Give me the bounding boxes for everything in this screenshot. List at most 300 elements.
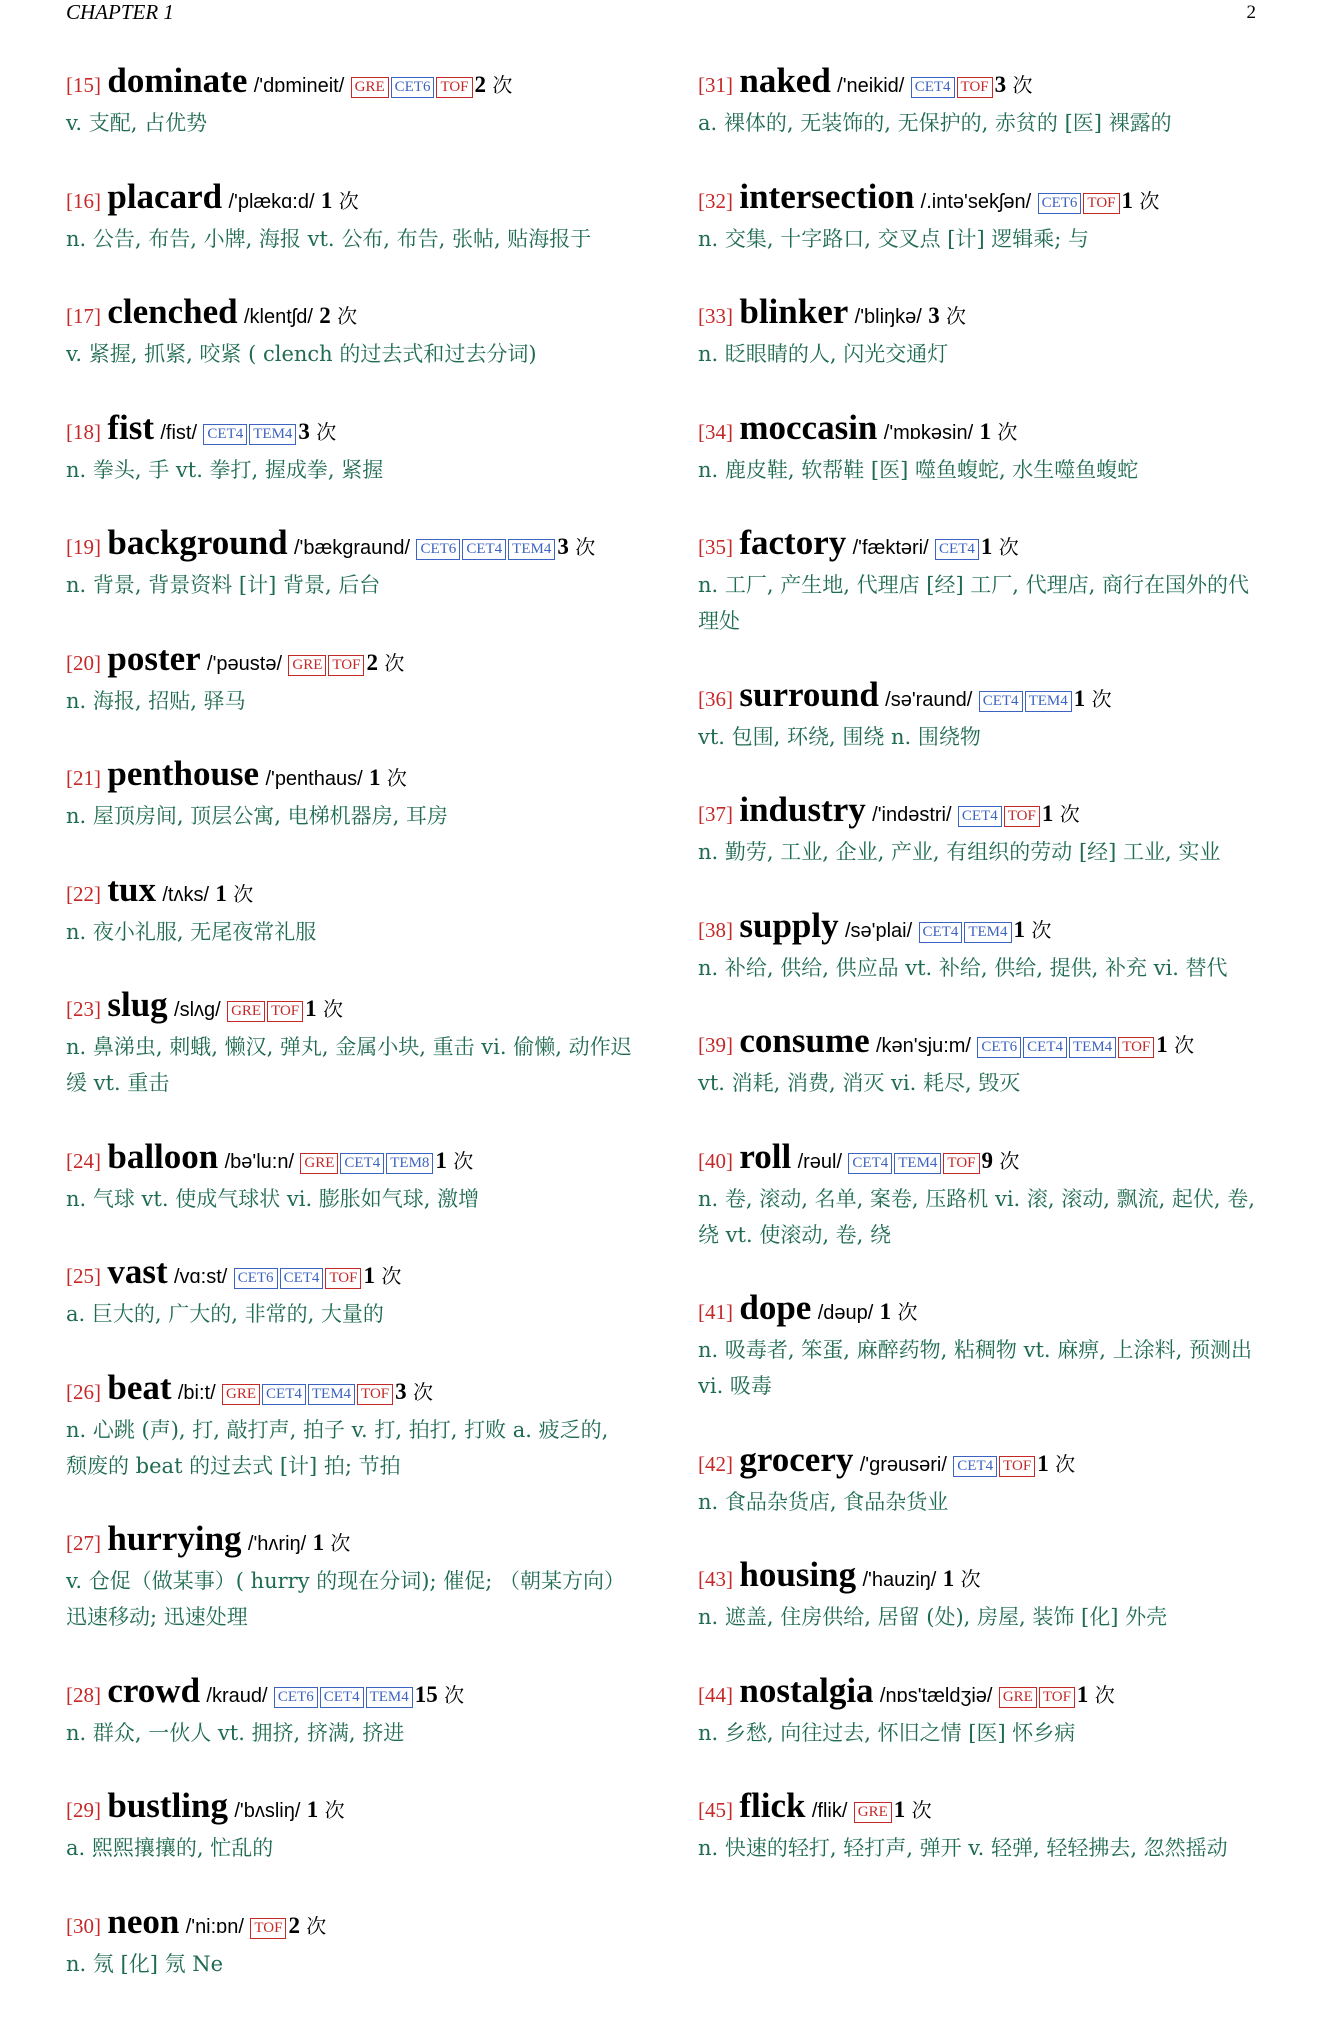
count-suffix: 次 <box>386 766 407 790</box>
occurrence-count: 1 <box>979 418 992 444</box>
count-suffix: 次 <box>381 1264 402 1288</box>
exam-tag-tof: TOF <box>1118 1037 1154 1058</box>
entry-number: [18] <box>66 419 101 444</box>
exam-tag-tof: TOF <box>957 77 993 98</box>
count-suffix: 次 <box>998 535 1019 559</box>
exam-tag-tof: TOF <box>943 1153 979 1174</box>
occurrence-count: 2 <box>474 72 487 97</box>
occurrence-count: 1 <box>1076 1681 1089 1707</box>
headword: penthouse <box>107 754 260 793</box>
exam-tag-cet4: CET4 <box>1023 1037 1067 1058</box>
vocab-entry <box>698 1672 1265 1751</box>
phonetic: /'bʌsliŋ/ <box>234 1800 301 1822</box>
entry-head <box>698 1556 1265 1599</box>
definition: n. 背景, 背景资料 [计] 背景, 后台 <box>66 573 381 597</box>
entry-number: [29] <box>66 1798 101 1822</box>
phonetic: /'penthaus/ <box>265 768 363 790</box>
occurrence-count: 1 <box>879 1299 892 1324</box>
entry-head <box>66 1903 633 1946</box>
phonetic: /'mɒkəsin/ <box>883 421 974 444</box>
entry-head <box>698 1138 1265 1181</box>
definition: n. 气球 vt. 使成气球状 vi. 膨胀如气球, 激增 <box>66 1186 480 1211</box>
exam-tag-tof: TOF <box>267 1001 303 1022</box>
exam-tag-tem4: TEM4 <box>308 1384 355 1405</box>
headword: nostalgia <box>739 1670 874 1710</box>
count-suffix: 次 <box>492 73 513 97</box>
entry-head <box>698 62 1265 105</box>
definition: n. 海报, 招贴, 驿马 <box>66 688 246 713</box>
vocab-entry <box>66 871 633 950</box>
exam-tag-tof: TOF <box>436 77 472 98</box>
occurrence-count: 1 <box>1121 187 1133 213</box>
exam-tag-cet4: CET4 <box>320 1687 364 1708</box>
count-suffix: 次 <box>337 304 358 328</box>
definition: a. 熙熙攘攘的, 忙乱的 <box>66 1836 274 1860</box>
count-suffix: 次 <box>306 1913 327 1938</box>
count-suffix: 次 <box>1055 1451 1076 1476</box>
definition: v. 支配, 占优势 <box>66 111 208 135</box>
exam-tag-gre: GRE <box>999 1687 1037 1708</box>
entry-head <box>698 524 1265 567</box>
vocab-entry <box>698 676 1265 755</box>
vocab-entry <box>698 1787 1265 1866</box>
definition: n. 拳头, 手 vt. 拳打, 握成拳, 紧握 <box>66 457 384 482</box>
entry-head <box>66 1369 633 1412</box>
headword: grocery <box>739 1439 854 1479</box>
vocab-entry <box>698 1289 1265 1404</box>
count-suffix: 次 <box>1031 917 1052 942</box>
phonetic: /vɑ:st/ <box>174 1266 228 1288</box>
occurrence-count: 15 <box>414 1681 438 1707</box>
vocab-entry <box>66 178 633 257</box>
headword: housing <box>739 1555 857 1594</box>
exam-tag-cet4: CET4 <box>979 691 1023 712</box>
count-suffix: 次 <box>233 881 254 906</box>
exam-tag-tof: TOF <box>357 1384 393 1405</box>
definition: vt. 消耗, 消费, 消灭 vi. 耗尽, 毁灭 <box>698 1071 1021 1095</box>
occurrence-count: 3 <box>928 303 940 328</box>
count-suffix: 次 <box>453 1148 474 1173</box>
entry-head <box>698 178 1265 221</box>
definition: n. 乡愁, 向往过去, 怀旧之情 [医] 怀乡病 <box>698 1720 1076 1745</box>
exam-tag-cet4: CET4 <box>340 1153 384 1174</box>
phonetic: /'plækɑ:d/ <box>228 190 315 213</box>
exam-tag-tof: TOF <box>1083 193 1119 214</box>
exam-tag-tem4: TEM4 <box>508 539 555 560</box>
vocab-entry <box>66 409 633 488</box>
count-suffix: 次 <box>316 419 337 444</box>
entry-head <box>66 640 633 683</box>
count-suffix: 次 <box>911 1798 932 1822</box>
vocab-entry <box>66 1520 633 1635</box>
count-suffix: 次 <box>412 1379 433 1404</box>
count-suffix: 次 <box>1012 73 1033 97</box>
definition: n. 鹿皮鞋, 软帮鞋 [医] 噬鱼蝮蛇, 水生噬鱼蝮蛇 <box>698 457 1139 482</box>
exam-tag-tem4: TEM4 <box>249 424 296 445</box>
headword: fist <box>107 407 155 447</box>
entry-head <box>698 907 1265 950</box>
entry-head <box>66 986 633 1029</box>
exam-tag-tof: TOF <box>250 1918 286 1939</box>
occurrence-count: 1 <box>1013 916 1026 942</box>
exam-tag-gre: GRE <box>351 77 389 98</box>
vocab-entry <box>698 1441 1265 1520</box>
occurrence-count: 1 <box>312 1530 325 1555</box>
count-suffix: 次 <box>1174 1033 1195 1057</box>
headword: bustling <box>107 1786 228 1825</box>
exam-tag-cet4: CET4 <box>280 1268 324 1289</box>
entry-number: [40] <box>698 1148 733 1173</box>
entry-number: [28] <box>66 1682 101 1707</box>
vocab-entry <box>66 755 633 834</box>
count-suffix: 次 <box>946 304 967 328</box>
definition: n. 快速的轻打, 轻打声, 弹开 v. 轻弹, 轻轻拂去, 忽然摇动 <box>698 1836 1228 1860</box>
definition: n. 补给, 供给, 供应品 vt. 补给, 供给, 提供, 补充 vi. 替代 <box>698 955 1228 980</box>
entry-head <box>698 1289 1265 1332</box>
entry-number: [24] <box>66 1148 101 1173</box>
exam-tag-gre: GRE <box>300 1153 338 1174</box>
entry-number: [38] <box>698 917 733 942</box>
occurrence-count: 3 <box>395 1378 407 1404</box>
headword: factory <box>739 523 847 562</box>
entry-head <box>66 871 633 914</box>
entry-number: [37] <box>698 802 733 826</box>
definition: n. 遮盖, 住房供给, 居留 (处), 房屋, 装饰 [化] 外壳 <box>698 1605 1168 1629</box>
definition: n. 工厂, 产生地, 代理店 [经] 工厂, 代理店, 商行在国外的代理处 <box>698 573 1250 633</box>
count-suffix: 次 <box>384 650 405 675</box>
count-suffix: 次 <box>1059 802 1080 826</box>
vocab-entry <box>698 1138 1265 1253</box>
phonetic: /flik/ <box>811 1800 848 1822</box>
vocab-entry <box>698 1556 1265 1635</box>
count-suffix: 次 <box>897 1300 918 1324</box>
headword: consume <box>739 1021 870 1060</box>
definition: n. 卷, 滚动, 名单, 案卷, 压路机 vi. 滚, 滚动, 飘流, 起伏, 卷, 绕 vt. 使滚动, 卷, 绕 <box>698 1186 1255 1247</box>
exam-tag-cet4: CET4 <box>262 1384 306 1405</box>
entry-number: [26] <box>66 1379 101 1404</box>
vocab-entry <box>698 791 1265 870</box>
headword: flick <box>739 1786 806 1825</box>
count-suffix: 次 <box>324 1798 345 1822</box>
entry-head <box>698 409 1265 452</box>
phonetic: /'bliŋkə/ <box>854 306 922 328</box>
exam-tag-cet6: CET6 <box>1038 193 1082 214</box>
exam-tag-tof: TOF <box>325 1268 361 1289</box>
vocab-entry <box>66 62 633 141</box>
entry-head <box>698 293 1265 336</box>
entry-number: [32] <box>698 188 733 213</box>
vocab-entry <box>698 293 1265 372</box>
entry-head <box>66 1253 633 1296</box>
headword: industry <box>739 790 866 829</box>
headword: background <box>107 523 288 562</box>
phonetic: /'fæktəri/ <box>852 537 929 559</box>
occurrence-count: 3 <box>994 72 1007 97</box>
entry-number: [35] <box>698 535 733 559</box>
entry-head <box>698 1022 1265 1065</box>
phonetic: /sə'plai/ <box>844 919 913 942</box>
definition: n. 公告, 布告, 小牌, 海报 vt. 公布, 布告, 张帖, 贴海报于 <box>66 226 592 251</box>
headword: moccasin <box>739 407 878 447</box>
vocab-entry <box>66 1787 633 1866</box>
entry-number: [15] <box>66 73 101 97</box>
entry-number: [25] <box>66 1264 101 1288</box>
vocab-entry <box>66 1903 633 1982</box>
phonetic: /'ni:ɒn/ <box>185 1915 244 1938</box>
phonetic: /'hʌriŋ/ <box>247 1533 307 1555</box>
vocab-entry <box>66 986 633 1101</box>
count-suffix: 次 <box>1094 1682 1115 1707</box>
entry-number: [45] <box>698 1798 733 1822</box>
entry-head <box>66 1672 633 1715</box>
exam-tag-gre: GRE <box>854 1802 892 1823</box>
vocab-entry <box>698 409 1265 488</box>
exam-tag-cet6: CET6 <box>274 1687 318 1708</box>
exam-tag-cet6: CET6 <box>234 1268 278 1289</box>
phonetic: /'indəstri/ <box>872 804 952 826</box>
vocab-entry <box>698 62 1265 141</box>
count-suffix: 次 <box>338 188 359 213</box>
vocab-entry <box>66 1672 633 1751</box>
entry-number: [36] <box>698 686 733 711</box>
phonetic: /kraud/ <box>206 1684 268 1707</box>
headword: tux <box>107 869 156 909</box>
count-suffix: 次 <box>330 1531 351 1555</box>
vocab-entry <box>66 1253 633 1332</box>
headword: supply <box>739 905 839 945</box>
headword: balloon <box>107 1136 219 1176</box>
definition: n. 勤劳, 工业, 企业, 产业, 有组织的劳动 [经] 工业, 实业 <box>698 840 1221 864</box>
entry-number: [27] <box>66 1531 101 1555</box>
occurrence-count: 2 <box>288 1912 300 1938</box>
definition: n. 鼻涕虫, 刺蛾, 懒汉, 弹丸, 金属小块, 重击 vi. 偷懒, 动作迟缓 vt. 重击 <box>66 1035 632 1095</box>
exam-tag-tem4: TEM4 <box>1025 691 1072 712</box>
occurrence-count: 1 <box>942 1566 955 1591</box>
phonetic: /.intə'sekʃən/ <box>920 190 1032 213</box>
exam-tag-tem4: TEM4 <box>894 1153 941 1174</box>
phonetic: /kən'sju:m/ <box>876 1035 971 1057</box>
phonetic: /slʌg/ <box>174 999 221 1021</box>
exam-tag-tem4: TEM4 <box>366 1687 413 1708</box>
entry-head <box>66 293 633 336</box>
vocab-entry <box>66 524 633 603</box>
definition: n. 交集, 十字路口, 交叉点 [计] 逻辑乘; 与 <box>698 226 1090 251</box>
occurrence-count: 1 <box>1037 1450 1049 1476</box>
entry-number: [41] <box>698 1300 733 1324</box>
entry-head <box>698 1787 1265 1830</box>
entry-head <box>698 676 1265 719</box>
headword: dominate <box>107 61 248 100</box>
entry-head <box>698 791 1265 834</box>
exam-tag-tof: TOF <box>328 655 364 676</box>
entry-number: [16] <box>66 188 101 213</box>
headword: clenched <box>107 292 238 331</box>
entry-number: [44] <box>698 1682 733 1707</box>
phonetic: /'pəustə/ <box>207 652 283 675</box>
definition: n. 心跳 (声), 打, 敲打声, 拍子 v. 打, 拍打, 打败 a. 疲乏的, 颓废的 beat 的过去式 [计] 拍; 节拍 <box>66 1417 609 1478</box>
occurrence-count: 1 <box>893 1797 906 1822</box>
definition: n. 群众, 一伙人 vt. 拥挤, 挤满, 挤进 <box>66 1720 405 1745</box>
occurrence-count: 1 <box>305 996 317 1021</box>
exam-tag-cet4: CET4 <box>911 77 955 98</box>
phonetic: /fist/ <box>160 421 198 444</box>
occurrence-count: 1 <box>320 187 333 213</box>
headword: poster <box>107 638 201 678</box>
definition: n. 眨眼睛的人, 闪光交通灯 <box>698 342 949 366</box>
occurrence-count: 1 <box>980 534 993 559</box>
occurrence-count: 1 <box>1041 801 1054 826</box>
entry-head <box>698 1672 1265 1715</box>
definition: vt. 包围, 环绕, 围绕 n. 围绕物 <box>698 724 981 749</box>
definition: n. 食品杂货店, 食品杂货业 <box>698 1489 949 1514</box>
entry-number: [22] <box>66 881 101 906</box>
exam-tag-tof: TOF <box>999 1456 1035 1477</box>
page-header <box>66 0 1256 26</box>
exam-tag-cet6: CET6 <box>416 539 460 560</box>
exam-tag-tem4: TEM4 <box>1069 1037 1116 1058</box>
phonetic: /dəup/ <box>817 1302 874 1324</box>
phonetic: /bə'lu:n/ <box>224 1150 295 1173</box>
phonetic: /'neikid/ <box>837 75 905 97</box>
definition: n. 屋顶房间, 顶层公寓, 电梯机器房, 耳房 <box>66 804 448 828</box>
exam-tag-cet4: CET4 <box>953 1456 997 1477</box>
phonetic: /bi:t/ <box>177 1381 216 1404</box>
headword: hurrying <box>107 1519 242 1558</box>
occurrence-count: 1 <box>435 1147 447 1173</box>
entry-number: [19] <box>66 535 101 559</box>
phonetic: /rəul/ <box>797 1150 843 1173</box>
entry-number: [31] <box>698 73 733 97</box>
entry-head <box>66 1787 633 1830</box>
vocab-entry <box>698 1022 1265 1101</box>
occurrence-count: 2 <box>319 303 331 328</box>
entry-number: [17] <box>66 304 101 328</box>
entry-number: [30] <box>66 1913 101 1938</box>
entry-number: [39] <box>698 1033 733 1057</box>
count-suffix: 次 <box>1091 686 1112 711</box>
entry-number: [33] <box>698 304 733 328</box>
definition: a. 巨大的, 广大的, 非常的, 大量的 <box>66 1302 384 1326</box>
right-column <box>698 62 1265 1903</box>
occurrence-count: 1 <box>215 880 227 906</box>
headword: naked <box>739 61 831 100</box>
exam-tag-tem4: TEM4 <box>964 922 1011 943</box>
exam-tag-cet4: CET4 <box>958 806 1002 827</box>
occurrence-count: 2 <box>366 649 378 675</box>
count-suffix: 次 <box>575 535 596 559</box>
exam-tag-gre: GRE <box>222 1384 260 1405</box>
entry-number: [21] <box>66 766 101 790</box>
exam-tag-cet4: CET4 <box>848 1153 892 1174</box>
headword: crowd <box>107 1670 201 1710</box>
entry-head <box>66 62 633 105</box>
entry-number: [20] <box>66 650 101 675</box>
definition: v. 仓促（做某事）( hurry 的现在分词); 催促; （朝某方向）迅速移动; 迅速处理 <box>66 1569 625 1629</box>
occurrence-count: 3 <box>298 418 310 444</box>
occurrence-count: 1 <box>363 1263 375 1288</box>
vocab-entry <box>698 178 1265 257</box>
count-suffix: 次 <box>960 1567 981 1591</box>
entry-number: [43] <box>698 1567 733 1591</box>
phonetic: /'hauziŋ/ <box>862 1569 937 1591</box>
definition: n. 氖 [化] 氖 Ne <box>66 1951 224 1976</box>
definition: a. 裸体的, 无装饰的, 无保护的, 赤贫的 [医] 裸露的 <box>698 111 1172 135</box>
phonetic: /'dɒmineit/ <box>253 75 345 97</box>
vocab-entry <box>66 293 633 372</box>
phonetic: /sə'raund/ <box>885 688 973 711</box>
entry-head <box>66 1520 633 1563</box>
headword: surround <box>739 674 879 714</box>
entry-head <box>66 524 633 567</box>
vocab-entry <box>66 640 633 719</box>
headword: blinker <box>739 292 849 331</box>
count-suffix: 次 <box>1139 188 1160 213</box>
headword: vast <box>107 1252 168 1291</box>
exam-tag-cet4: CET4 <box>203 424 247 445</box>
headword: beat <box>107 1367 172 1407</box>
vocab-entry <box>66 1369 633 1484</box>
chapter-title: CHAPTER 1 <box>66 0 174 24</box>
entry-head <box>66 409 633 452</box>
count-suffix: 次 <box>444 1682 465 1707</box>
vocab-entry <box>698 907 1265 986</box>
entry-number: [34] <box>698 419 733 444</box>
exam-tag-gre: GRE <box>227 1001 265 1022</box>
entry-number: [23] <box>66 997 101 1021</box>
entry-number: [42] <box>698 1451 733 1476</box>
headword: slug <box>107 985 168 1024</box>
definition: n. 夜小礼服, 无尾夜常礼服 <box>66 919 317 944</box>
exam-tag-tof: TOF <box>1039 1687 1075 1708</box>
definition: v. 紧握, 抓紧, 咬紧 ( clench 的过去式和过去分词) <box>66 342 537 366</box>
vocab-entry <box>698 524 1265 639</box>
headword: placard <box>107 176 223 216</box>
occurrence-count: 1 <box>1156 1032 1168 1057</box>
occurrence-count: 3 <box>557 534 569 559</box>
exam-tag-tem8: TEM8 <box>386 1153 433 1174</box>
count-suffix: 次 <box>323 997 344 1021</box>
occurrence-count: 1 <box>1073 685 1086 711</box>
exam-tag-cet4: CET4 <box>462 539 506 560</box>
headword: intersection <box>739 176 915 216</box>
phonetic: /'bækgraund/ <box>293 537 411 559</box>
page-number: 2 <box>1246 2 1256 23</box>
entry-head <box>66 1138 633 1181</box>
count-suffix: 次 <box>999 1148 1020 1173</box>
left-column <box>66 62 633 2018</box>
vocab-entry <box>66 1138 633 1217</box>
phonetic: /tʌks/ <box>162 883 210 906</box>
definition: n. 吸毒者, 笨蛋, 麻醉药物, 粘稠物 vt. 麻痹, 上涂料, 预测出 vi. 吸毒 <box>698 1338 1252 1398</box>
headword: neon <box>107 1901 180 1941</box>
exam-tag-cet4: CET4 <box>919 922 963 943</box>
exam-tag-tof: TOF <box>1004 806 1040 827</box>
phonetic: /nɒs'tældʒiə/ <box>879 1684 993 1707</box>
occurrence-count: 9 <box>981 1147 993 1173</box>
exam-tag-cet6: CET6 <box>391 77 435 98</box>
occurrence-count: 1 <box>306 1797 319 1822</box>
phonetic: /klentʃd/ <box>243 306 313 328</box>
exam-tag-cet6: CET6 <box>977 1037 1021 1058</box>
headword: roll <box>739 1136 792 1176</box>
exam-tag-cet4: CET4 <box>935 539 979 560</box>
entry-head <box>66 755 633 798</box>
headword: dope <box>739 1288 812 1327</box>
occurrence-count: 1 <box>369 765 381 790</box>
exam-tag-gre: GRE <box>288 655 326 676</box>
phonetic: /'grəusəri/ <box>859 1453 947 1476</box>
count-suffix: 次 <box>997 419 1018 444</box>
